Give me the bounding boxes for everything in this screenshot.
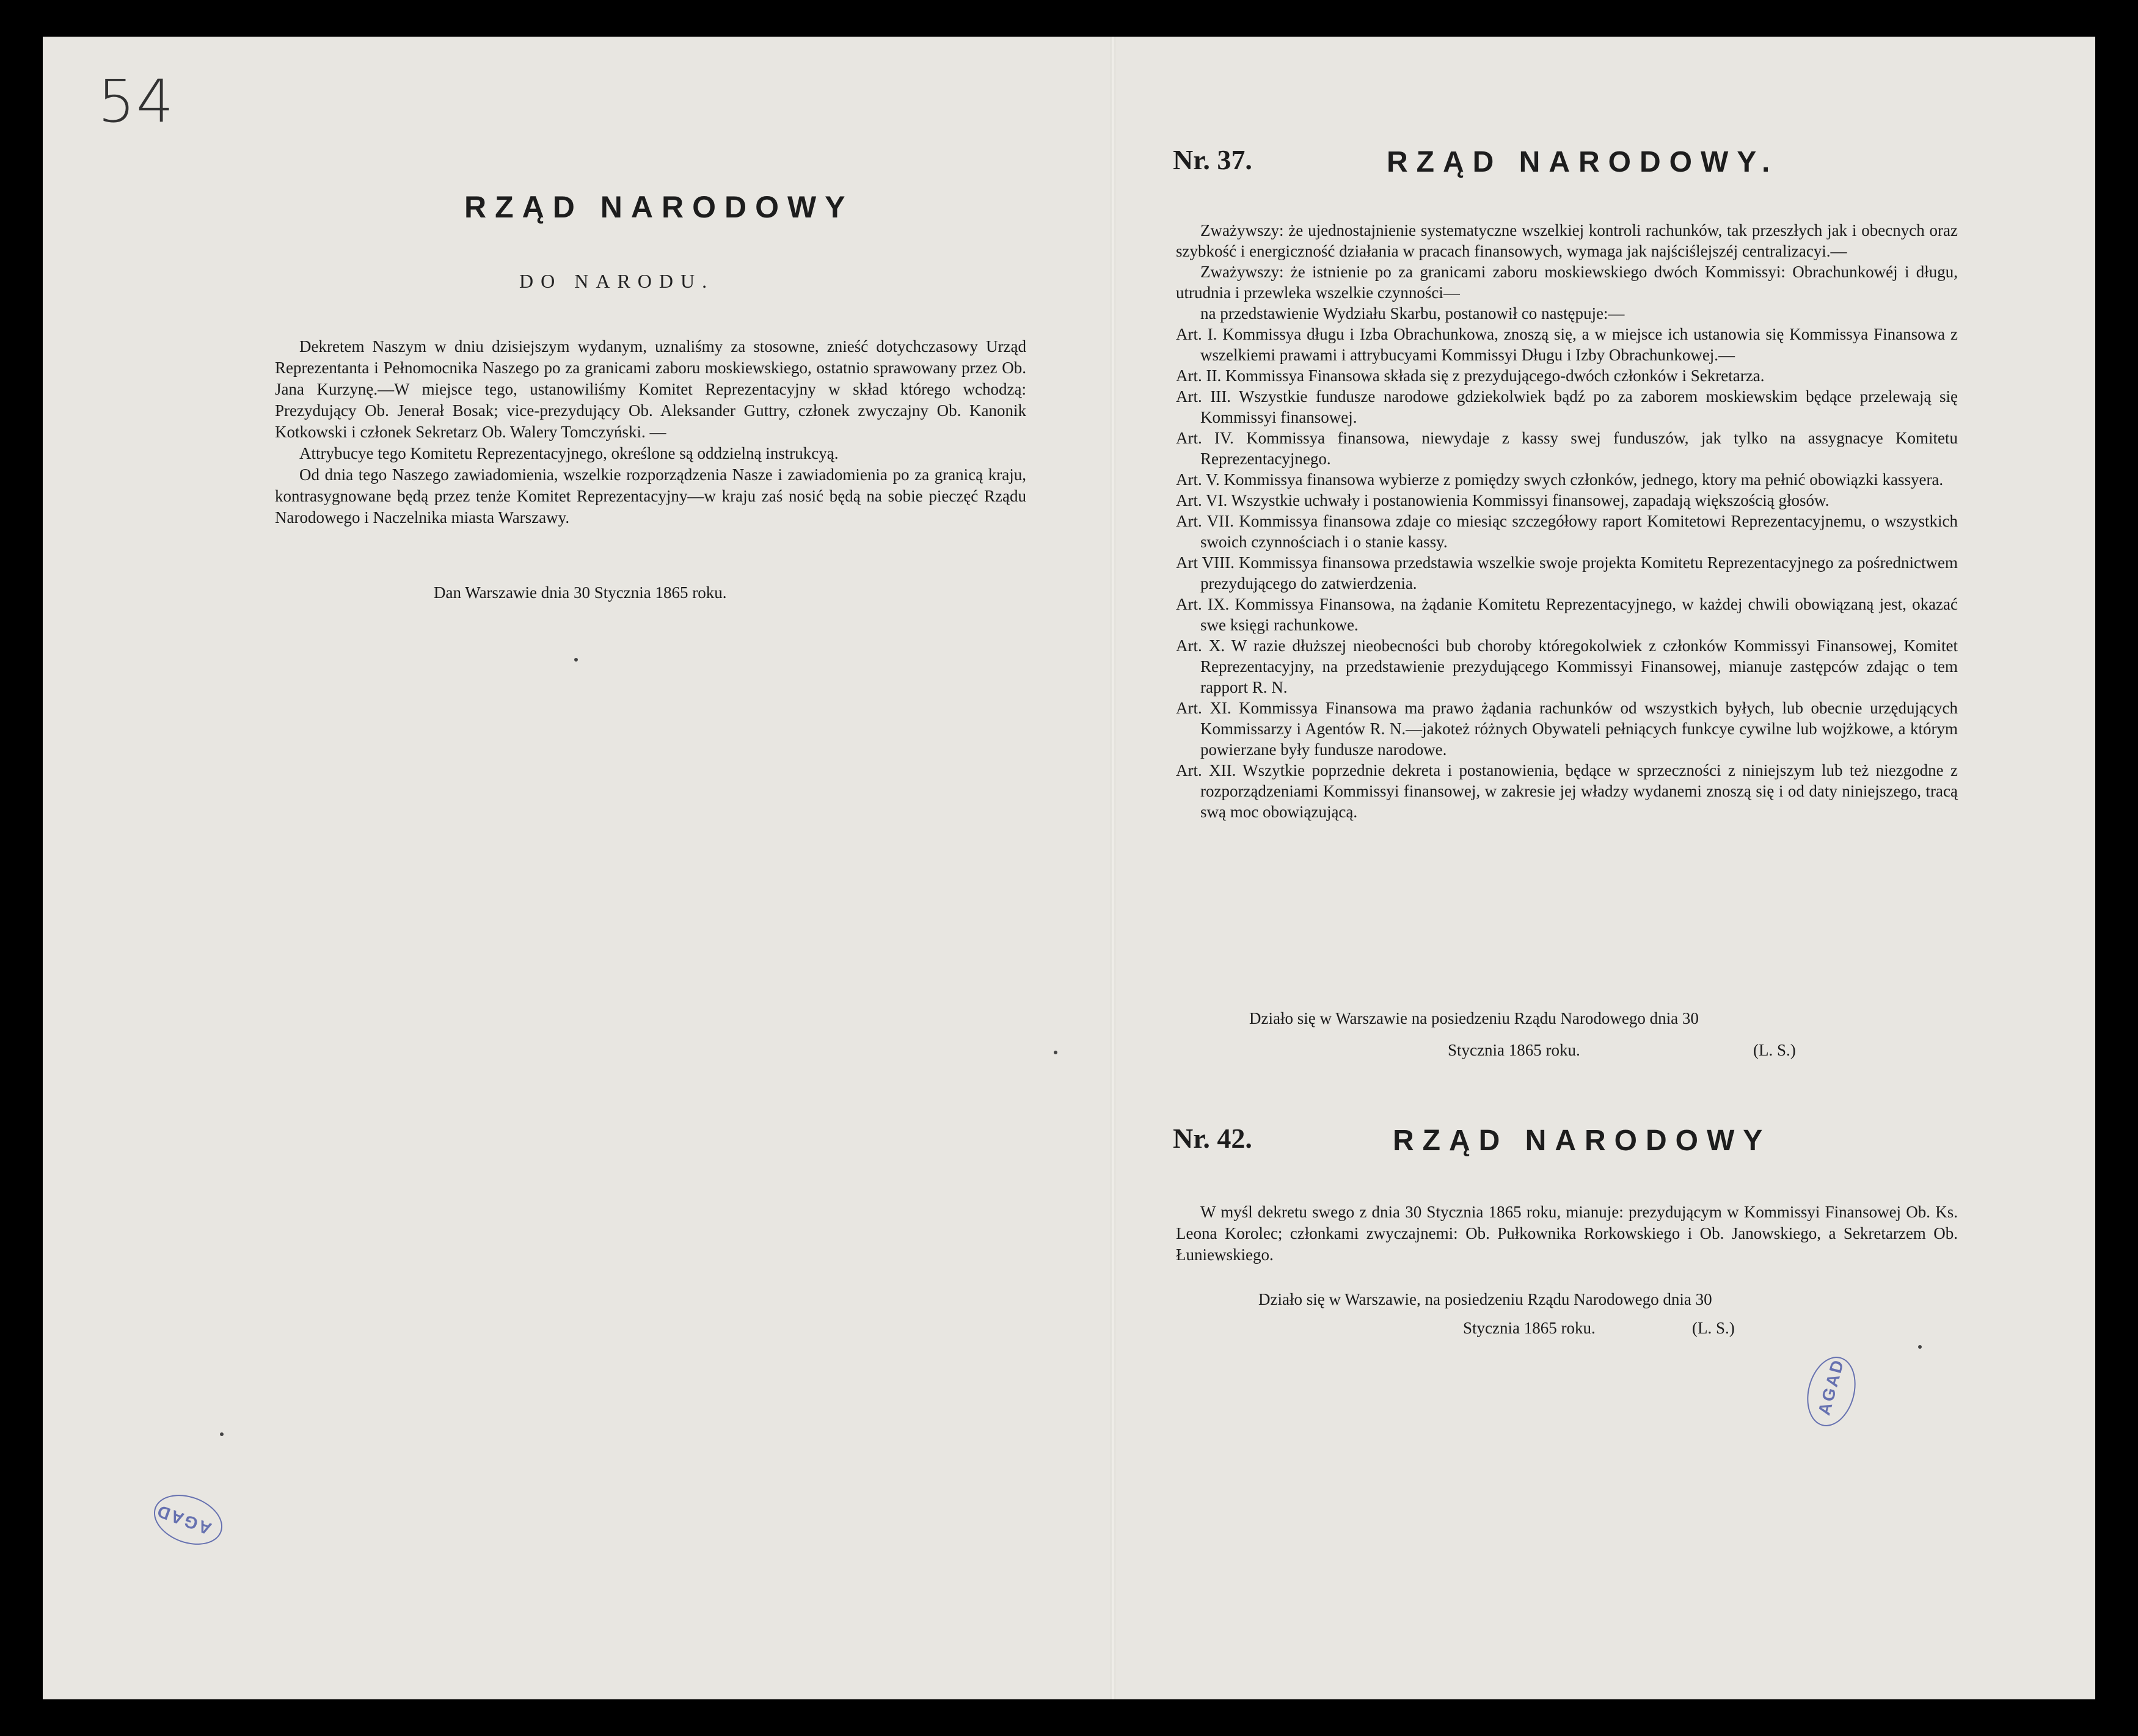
left-subheading: DO NARODU. — [519, 270, 715, 292]
left-date-line: Dan Warszawie dnia 30 Stycznia 1865 roku. — [434, 583, 727, 602]
decree-42-heading: RZĄD NARODOWY — [1393, 1125, 1771, 1157]
article: Art. II. Kommissya Finansowa składa się z prezydującego-dwóch członków i Sekretarza. — [1176, 367, 1765, 385]
decree-37-preamble: Zważywszy: że istnienie po za granicami zaboru moskiewskiego dwóch Kommissyi: Obrachunkowéj i długu, utrudnia i przewleka wszelkie czynności— — [1176, 263, 1958, 302]
decree-37-number: Nr. 37. — [1173, 144, 1252, 175]
left-paragraph: Dekretem Naszym w dniu dzisiejszym wydanym, uznaliśmy za stosowne, znieść dotychczasowy Urząd Reprezentanta i Pełnomocnika Naszego po za granicami zaboru moskiewskiego, ostatnio sprawowany przez Ob. Jana Kurzynę.—W miejsce tego, ustanowiliśmy Komitet Reprezentacyjny w skład którego wchodzą: Prezydujący Ob. Jenerał Bosak; vice-prezydujący Ob. Aleksander Guttry, członek zwyczajny Ob. Kanonik Kotkowski i członek Sekretarz Ob. Walery Tomczyński. — — [275, 337, 1026, 441]
article: Art VIII. Kommissya finansowa przedstawia wszelkie swoje projekta Komitetu Reprezentacyjnego za pośrednictwem prezydującego do zatwierdzenia. — [1176, 553, 1958, 593]
decree-37-body — [1176, 220, 1958, 822]
article: Art. III. Wszystkie fundusze narodowe gdziekolwiek bądź po za zaborem moskiewskim będące przelewają się Kommissyi finansowej. — [1176, 387, 1958, 426]
paper-speck — [220, 1432, 224, 1436]
left-body — [275, 336, 1026, 528]
archive-stamp-right — [1800, 1351, 1863, 1432]
article: Art. IX. Kommissya Finansowa, na żądanie Komitetu Reprezentacyjnego, w każdej chwili obowiązaną jest, okazać swe księgi rachunkowe. — [1176, 595, 1958, 634]
paper-speck — [1918, 1345, 1922, 1349]
stamp-text: AGAD — [1814, 1356, 1848, 1418]
decree-37-articles — [1176, 324, 1958, 822]
decree-42-body — [1176, 1202, 1958, 1266]
paper-speck — [574, 658, 578, 662]
article: Art. IV. Kommissya finansowa, niewydaje z kassy swej funduszów, jak tylko na assygnacye Komitetu Reprezentacyjnego. — [1176, 429, 1958, 468]
article: Art. X. W razie dłuższej nieobecności bub choroby któregokolwiek z członków Kommissyi Finansowej, Komitet Reprezentacyjny, na przedstawienie prezydującego Kommissyi Finansowej, mianuje zastępców zdając o tem rapport R. N. — [1176, 636, 1958, 696]
decree-42-seal: (L. S.) — [1692, 1319, 1735, 1337]
article: Art. XI. Kommissya Finansowa ma prawo żądania rachunków od wszystkich byłych, lub obecnie urzędujących Kommissarzy i Agentów R. N.—jakoteż różnych Obywateli pełniących funkcye cywilne lub wojżkowe, a którym powierzane były fundusze narodowe. — [1176, 699, 1958, 759]
decree-37-preamble: na przedstawienie Wydziału Skarbu, postanowił co następuje:— — [1200, 304, 1625, 323]
folio-number: 54 — [98, 67, 175, 136]
archive-stamp-left — [147, 1486, 230, 1553]
stamp-text: AGAD — [153, 1501, 214, 1539]
decree-37-signature-2: Stycznia 1865 roku. — [1448, 1041, 1580, 1059]
decree-37-preamble: Zważywszy: że ujednostajnienie systematyczne wszelkiej kontroli rachunków, tak przeszłych jak i obecnych oraz szybkość i energiczność działania w pracach finansowych, wymaga jak najściślejszéj centralizacyi.— — [1176, 221, 1958, 260]
decree-37-seal: (L. S.) — [1753, 1041, 1796, 1059]
page-fold — [1111, 37, 1115, 1699]
left-paragraph: Attrybucye tego Komitetu Reprezentacyjnego, określone są oddzielną instrukcyą. — [299, 444, 839, 462]
decree-42-signature-2: Stycznia 1865 roku. — [1463, 1319, 1596, 1337]
decree-37-signature-1: Działo się w Warszawie na posiedzeniu Rządu Narodowego dnia 30 — [1249, 1009, 1699, 1027]
article: Art. I. Kommissya długu i Izba Obrachunkowa, znoszą się, a w miejsce ich ustanowia się Kommissya Finansowa z wszelkiemi prawami i attrybucyami Kommissyi Długu i Izby Obrachunkowej.— — [1176, 325, 1958, 364]
decree-37-heading: RZĄD NARODOWY. — [1387, 146, 1779, 178]
left-paragraph: Od dnia tego Naszego zawiadomienia, wszelkie rozporządzenia Nasze i zawiadomienia po za granicą kraju, kontrasygnowane będą przez tenże Komitet Reprezentacyjny—w kraju zaś nosić będą na sobie pieczęć Rządu Narodowego i Naczelnika miasta Warszawy. — [275, 465, 1026, 527]
decree-42-paragraph: W myśl dekretu swego z dnia 30 Stycznia 1865 roku, mianuje: prezydującym w Kommissyi Finansowej Ob. Ks. Leona Korolec; członkami zwyczajnemi: Ob. Pułkownika Rorkowskiego i Ob. Janowskiego, a Sekretarzem Ob. Łuniewskiego. — [1176, 1203, 1958, 1264]
decree-42-signature-1: Działo się w Warszawie, na posiedzeniu Rządu Narodowego dnia 30 — [1258, 1290, 1712, 1308]
paper-speck — [1054, 1051, 1057, 1054]
decree-42-number: Nr. 42. — [1173, 1123, 1252, 1154]
article: Art. V. Kommissya finansowa wybierze z pomiędzy swych członków, jednego, ktory ma pełnić obowiązki kassyera. — [1176, 470, 1944, 489]
article: Art. VII. Kommissya finansowa zdaje co miesiąc szczegółowy raport Komitetowi Reprezentacyjnemu, o wszystkich swoich czynnościach i o stanie kassy. — [1176, 512, 1958, 551]
left-heading: RZĄD NARODOWY — [464, 190, 854, 224]
document-sheet — [43, 37, 2095, 1699]
article: Art. XII. Wszytkie poprzednie dekreta i postanowienia, będące w sprzeczności z niniejszym lub też niezgodne z rozporządzeniami Kommissyi finansowej, w zakresie jej władzy wydanemi znoszą się i od daty niniejszego, tracą swą moc obowiązującą. — [1176, 761, 1958, 821]
article: Art. VI. Wszystkie uchwały i postanowienia Kommissyi finansowej, zapadają większością głosów. — [1176, 491, 1830, 509]
